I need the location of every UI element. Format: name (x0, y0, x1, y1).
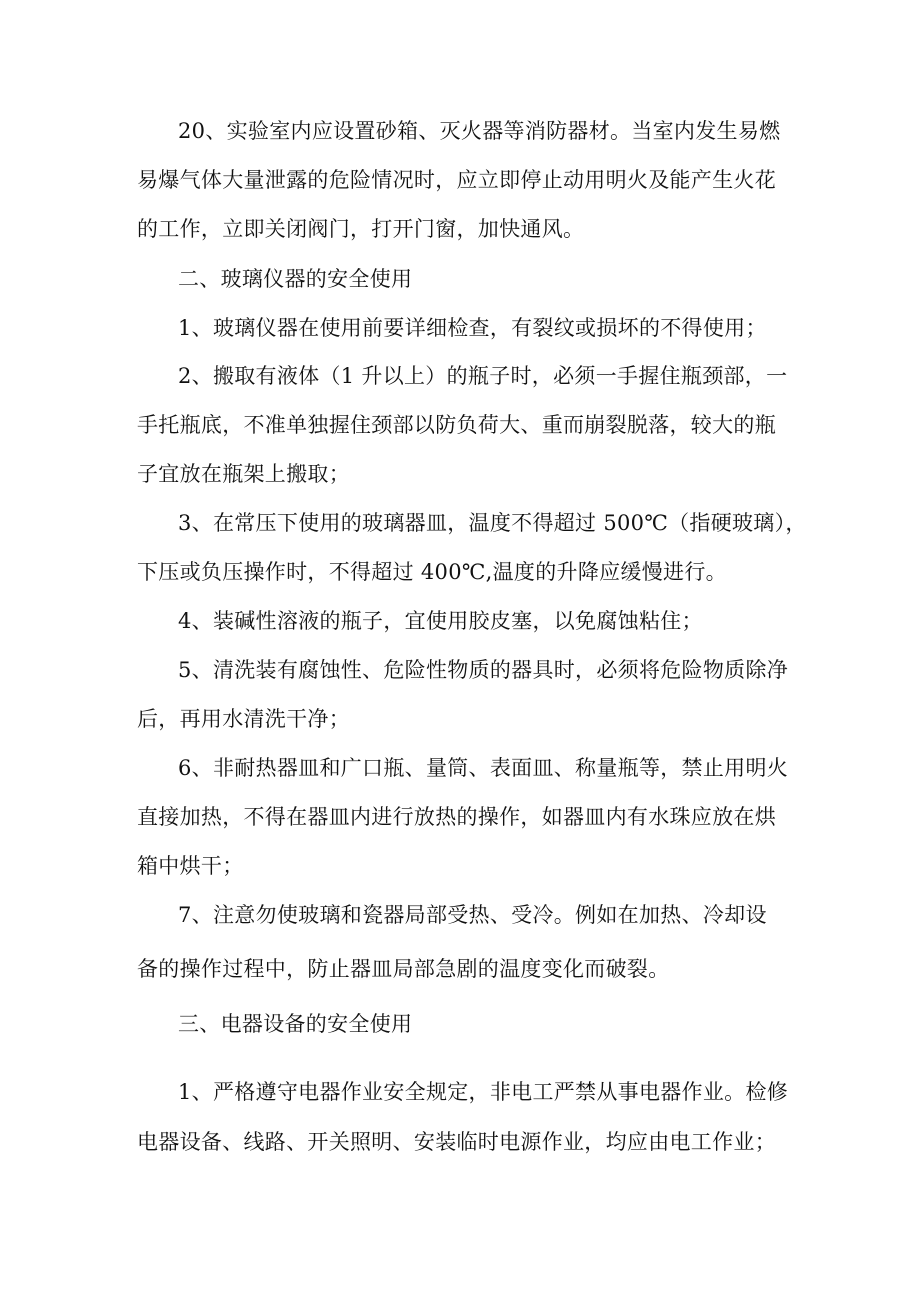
paragraph-line: 易爆气体大量泄露的危险情况时，应立即停止动用明火及能产生火花 (137, 168, 776, 192)
paragraph-line: 直接加热，不得在器皿内进行放热的操作，如器皿内有水珠应放在烘 (137, 805, 776, 829)
paragraph-line: 箱中烘干； (137, 854, 244, 878)
paragraph-line: 备的操作过程中，防止器皿局部急剧的温度变化而破裂。 (137, 957, 670, 981)
paragraph-line: 3、在常压下使用的玻璃器皿，温度不得超过 500℃（指硬玻璃）， (178, 511, 807, 535)
paragraph-line: 电器设备、线路、开关照明、安装临时电源作业，均应由电工作业； (137, 1130, 776, 1154)
paragraph-line: 5、清洗装有腐蚀性、危险性物质的器具时，必须将危险物质除净 (178, 658, 789, 682)
paragraph-line: 下压或负压操作时，不得超过 400℃,温度的升降应缓慢进行。 (137, 560, 727, 584)
paragraph-line: 手托瓶底，不准单独握住颈部以防负荷大、重而崩裂脱落，较大的瓶 (137, 413, 776, 437)
paragraph-line: 7、注意勿使玻璃和瓷器局部受热、受冷。例如在加热、冷却设 (178, 903, 767, 927)
paragraph-line: 2、搬取有液体（1 升以上）的瓶子时，必须一手握住瓶颈部，一 (178, 364, 788, 388)
section-heading: 三、电器设备的安全使用 (178, 1012, 413, 1036)
paragraph-line: 20、实验室内应设置砂箱、灭火器等消防器材。当室内发生易燃 (178, 119, 781, 143)
paragraph-line: 4、装碱性溶液的瓶子，宜使用胶皮塞，以免腐蚀粘住； (178, 609, 703, 633)
paragraph-line: 6、非耐热器皿和广口瓶、量筒、表面皿、称量瓶等，禁止用明火 (178, 756, 789, 780)
paragraph-line: 1、玻璃仪器在使用前要详细检查，有裂纹或损坏的不得使用； (178, 316, 767, 340)
paragraph-line: 的工作，立即关闭阀门，打开门窗，加快通风。 (137, 217, 585, 241)
paragraph-line: 后，再用水清洗干净； (137, 707, 350, 731)
paragraph-line: 1、严格遵守电器作业安全规定，非电工严禁从事电器作业。检修 (178, 1080, 789, 1104)
section-heading: 二、玻璃仪器的安全使用 (178, 267, 413, 291)
paragraph-line: 子宜放在瓶架上搬取； (137, 462, 350, 486)
